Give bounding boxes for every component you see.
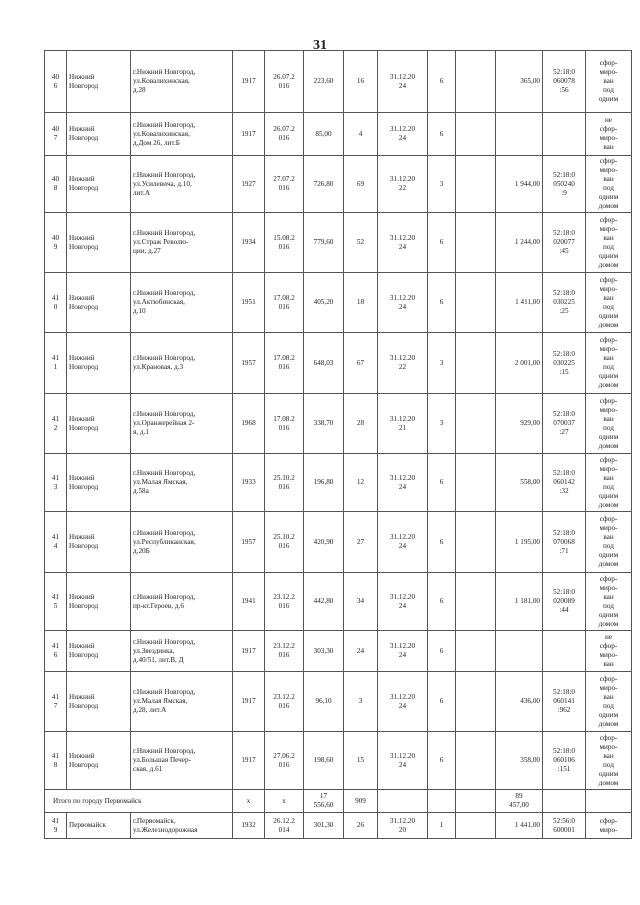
residents-cell: 3 [344, 672, 378, 732]
address-cell: г.Нижний Новгород, ул.Звездинка, д.40/51, лит.В, Д [131, 631, 233, 672]
cost-cell: 1 944,00 [496, 156, 543, 213]
deadline-cell: 31.12.20 20 [378, 813, 428, 839]
row-number: 41 2 [45, 394, 67, 454]
group-cell: 6 [428, 573, 456, 631]
date-cell: 26.07.2 016 [265, 113, 304, 156]
cost-cell: 1 181,00 [496, 573, 543, 631]
extra-cell [456, 156, 496, 213]
residents-cell: 27 [344, 512, 378, 573]
area-cell: 85,00 [304, 113, 344, 156]
cadastral-cell [543, 631, 586, 672]
area-cell: 442,80 [304, 573, 344, 631]
residents-cell: 52 [344, 213, 378, 273]
group-cell: 6 [428, 51, 456, 113]
deadline-cell: 31.12.20 24 [378, 273, 428, 333]
table-row [45, 333, 632, 394]
table-row [45, 672, 632, 732]
table-row [45, 631, 632, 672]
year-cell: 1917 [233, 631, 265, 672]
cost-cell: 1 244,00 [496, 213, 543, 273]
extra-cell [456, 672, 496, 732]
date-cell: 26.12.2 014 [265, 813, 304, 839]
total-residents: 909 [344, 790, 378, 813]
note-cell: не сфор- миро- ван [586, 631, 632, 672]
group-cell: 6 [428, 512, 456, 573]
year-cell: 1917 [233, 51, 265, 113]
extra-cell [456, 732, 496, 790]
address-cell: г.Нижний Новгород, ул.Усилевича, д.10, лит.А [131, 156, 233, 213]
area-cell: 420,90 [304, 512, 344, 573]
address-cell: г.Нижний Новгород, ул.Крановая, д.3 [131, 333, 233, 394]
group-cell: 6 [428, 273, 456, 333]
note-cell: сфор- миро- ван под одним домом [586, 512, 632, 573]
note-cell: сфор- миро- ван под одним домом [586, 454, 632, 512]
date-cell: 25.10.2 016 [265, 454, 304, 512]
cadastral-cell: 52:18:0 020077 :45 [543, 213, 586, 273]
extra-cell [456, 631, 496, 672]
registry-table [44, 50, 632, 839]
extra-cell [456, 273, 496, 333]
table-row [45, 573, 632, 631]
date-cell: 27.06.2 016 [265, 732, 304, 790]
cadastral-cell: 52:18:0 070068 :71 [543, 512, 586, 573]
table-row [45, 732, 632, 790]
area-cell: 338,70 [304, 394, 344, 454]
total-empty [586, 790, 632, 813]
table-row [45, 113, 632, 156]
group-cell: 3 [428, 333, 456, 394]
cadastral-cell: 52:18:0 060141 :962 [543, 672, 586, 732]
deadline-cell: 31.12.20 24 [378, 732, 428, 790]
address-cell: г.Нижний Новгород, ул.Республиканская, д.20Б [131, 512, 233, 573]
address-cell: г.Нижний Новгород, ул.Большая Печер- ская, д.61 [131, 732, 233, 790]
address-cell: г.Нижний Новгород, ул.Малая Ямская, д.28, лит.А [131, 672, 233, 732]
total-label: Итого по городу Первомайск [45, 790, 233, 813]
year-cell: 1927 [233, 156, 265, 213]
date-cell: 17.08.2 016 [265, 273, 304, 333]
year-cell: 1957 [233, 512, 265, 573]
area-cell: 648,03 [304, 333, 344, 394]
deadline-cell: 31.12.20 24 [378, 213, 428, 273]
note-cell: сфор- миро- ван под одним домом [586, 333, 632, 394]
extra-cell [456, 213, 496, 273]
date-cell: 27.07.2 016 [265, 156, 304, 213]
residents-cell: 15 [344, 732, 378, 790]
table-row [45, 273, 632, 333]
group-cell: 1 [428, 813, 456, 839]
area-cell: 405,20 [304, 273, 344, 333]
deadline-cell: 31.12.20 24 [378, 573, 428, 631]
total-area: 17 556,60 [304, 790, 344, 813]
residents-cell: 18 [344, 273, 378, 333]
row-number: 41 9 [45, 813, 67, 839]
row-number: 40 6 [45, 51, 67, 113]
address-cell: г.Нижний Новгород, ул.Ковалихинская, д.28 [131, 51, 233, 113]
group-cell: 6 [428, 631, 456, 672]
deadline-cell: 31.12.20 24 [378, 113, 428, 156]
total-year-x: x [233, 790, 265, 813]
date-cell: 23.12.2 016 [265, 672, 304, 732]
row-number: 41 1 [45, 333, 67, 394]
group-cell: 3 [428, 394, 456, 454]
cost-cell: 436,00 [496, 672, 543, 732]
city-cell: Нижний Новгород [67, 454, 131, 512]
city-cell: Первомайск [67, 813, 131, 839]
year-cell: 1941 [233, 573, 265, 631]
cost-cell [496, 631, 543, 672]
cost-cell: 1 195,00 [496, 512, 543, 573]
note-cell: сфор- миро- ван под одним домом [586, 273, 632, 333]
total-empty [378, 790, 428, 813]
area-cell: 198,60 [304, 732, 344, 790]
residents-cell: 67 [344, 333, 378, 394]
total-empty [543, 790, 586, 813]
extra-cell [456, 394, 496, 454]
year-cell: 1917 [233, 113, 265, 156]
residents-cell: 28 [344, 394, 378, 454]
date-cell: 26.07.2 016 [265, 51, 304, 113]
year-cell: 1917 [233, 732, 265, 790]
year-cell: 1933 [233, 454, 265, 512]
cadastral-cell: 52:18:0 070037 :27 [543, 394, 586, 454]
city-cell: Нижний Новгород [67, 512, 131, 573]
city-cell: Нижний Новгород [67, 273, 131, 333]
row-number: 41 6 [45, 631, 67, 672]
cadastral-cell: 52:18:0 060106 :151 [543, 732, 586, 790]
deadline-cell: 31.12.20 22 [378, 156, 428, 213]
row-number: 40 8 [45, 156, 67, 213]
year-cell: 1934 [233, 213, 265, 273]
year-cell: 1968 [233, 394, 265, 454]
area-cell: 301,30 [304, 813, 344, 839]
total-cost: 89 457,00 [496, 790, 543, 813]
extra-cell [456, 512, 496, 573]
city-cell: Нижний Новгород [67, 672, 131, 732]
year-cell: 1951 [233, 273, 265, 333]
city-cell: Нижний Новгород [67, 732, 131, 790]
total-date-x: x [265, 790, 304, 813]
address-cell: г.Первомайск, ул.Железнодорожная [131, 813, 233, 839]
city-cell: Нижний Новгород [67, 333, 131, 394]
extra-cell [456, 813, 496, 839]
residents-cell: 34 [344, 573, 378, 631]
date-cell: 23.12.2 016 [265, 631, 304, 672]
table-row [45, 51, 632, 113]
row-number: 41 8 [45, 732, 67, 790]
deadline-cell: 31.12.20 22 [378, 333, 428, 394]
date-cell: 17.08.2 016 [265, 333, 304, 394]
cadastral-cell: 52:18:0 060142 :32 [543, 454, 586, 512]
deadline-cell: 31.12.20 24 [378, 672, 428, 732]
area-cell: 96,10 [304, 672, 344, 732]
note-cell: сфор- миро- ван под одним домом [586, 213, 632, 273]
row-number: 41 5 [45, 573, 67, 631]
cost-cell: 929,00 [496, 394, 543, 454]
cost-cell: 2 001,00 [496, 333, 543, 394]
total-empty [456, 790, 496, 813]
address-cell: г.Нижний Новгород, ул.Малая Ямская, д.58а [131, 454, 233, 512]
residents-cell: 4 [344, 113, 378, 156]
row-number: 41 7 [45, 672, 67, 732]
date-cell: 25.10.2 016 [265, 512, 304, 573]
year-cell: 1957 [233, 333, 265, 394]
cost-cell: 558,00 [496, 454, 543, 512]
year-cell: 1917 [233, 672, 265, 732]
address-cell: г.Нижний Новгород, ул.Страж Револю- ции, д.27 [131, 213, 233, 273]
total-empty [428, 790, 456, 813]
cadastral-cell [543, 113, 586, 156]
table-row [45, 394, 632, 454]
cost-cell: 1 411,00 [496, 273, 543, 333]
year-cell: 1932 [233, 813, 265, 839]
group-cell: 3 [428, 156, 456, 213]
note-cell: сфор- миро- ван под одним [586, 51, 632, 113]
group-cell: 6 [428, 732, 456, 790]
city-cell: Нижний Новгород [67, 113, 131, 156]
cost-cell: 1 441,00 [496, 813, 543, 839]
residents-cell: 12 [344, 454, 378, 512]
residents-cell: 24 [344, 631, 378, 672]
note-cell: сфор- миро- ван под одним домом [586, 573, 632, 631]
extra-cell [456, 454, 496, 512]
extra-cell [456, 333, 496, 394]
row-number: 41 4 [45, 512, 67, 573]
date-cell: 15.08.2 016 [265, 213, 304, 273]
extra-cell [456, 113, 496, 156]
area-cell: 223,60 [304, 51, 344, 113]
extra-cell [456, 51, 496, 113]
note-cell: сфор- миро- ван под одним домом [586, 672, 632, 732]
note-cell: сфор- миро- ван под одним домом [586, 156, 632, 213]
group-cell: 6 [428, 113, 456, 156]
note-cell: сфор- миро- [586, 813, 632, 839]
cost-cell: 365,00 [496, 51, 543, 113]
city-cell: Нижний Новгород [67, 573, 131, 631]
city-cell: Нижний Новгород [67, 213, 131, 273]
table-row [45, 813, 632, 839]
deadline-cell: 31.12.20 24 [378, 51, 428, 113]
area-cell: 303,30 [304, 631, 344, 672]
row-number: 41 0 [45, 273, 67, 333]
address-cell: г.Нижний Новгород, ул.Ковалихинская, д.Дом 26, лит.Б [131, 113, 233, 156]
area-cell: 779,60 [304, 213, 344, 273]
date-cell: 23.12.2 016 [265, 573, 304, 631]
city-cell: Нижний Новгород [67, 156, 131, 213]
cadastral-cell: 52:18:0 050240 :9 [543, 156, 586, 213]
area-cell: 196,80 [304, 454, 344, 512]
cadastral-cell: 52:18:0 030225 :25 [543, 273, 586, 333]
table-row [45, 454, 632, 512]
residents-cell: 16 [344, 51, 378, 113]
date-cell: 17.08.2 016 [265, 394, 304, 454]
row-number: 40 7 [45, 113, 67, 156]
total-row [45, 790, 632, 813]
cost-cell: 358,00 [496, 732, 543, 790]
note-cell: сфор- миро- ван под одним домом [586, 732, 632, 790]
row-number: 41 3 [45, 454, 67, 512]
row-number: 40 9 [45, 213, 67, 273]
cadastral-cell: 52:18:0 020089 :44 [543, 573, 586, 631]
group-cell: 6 [428, 454, 456, 512]
note-cell: сфор- миро- ван под одним домом [586, 394, 632, 454]
cadastral-cell: 52:18:0 030225 :15 [543, 333, 586, 394]
city-cell: Нижний Новгород [67, 631, 131, 672]
group-cell: 6 [428, 672, 456, 732]
deadline-cell: 31.12.20 24 [378, 512, 428, 573]
city-cell: Нижний Новгород [67, 394, 131, 454]
residents-cell: 69 [344, 156, 378, 213]
address-cell: г.Нижний Новгород, ул.Оранжерейная 2- я, д.1 [131, 394, 233, 454]
cadastral-cell: 52:18:0 060078 :56 [543, 51, 586, 113]
extra-cell [456, 573, 496, 631]
page-number: 31 [313, 38, 327, 53]
note-cell: не сфор- миро- ван [586, 113, 632, 156]
cost-cell [496, 113, 543, 156]
group-cell: 6 [428, 213, 456, 273]
address-cell: г.Нижний Новгород, пр-кт.Героев, д.6 [131, 573, 233, 631]
address-cell: г.Нижний Новгород, ул.Актюбинская, д.10 [131, 273, 233, 333]
table-row [45, 512, 632, 573]
deadline-cell: 31.12.20 24 [378, 631, 428, 672]
table-row [45, 156, 632, 213]
area-cell: 726,80 [304, 156, 344, 213]
deadline-cell: 31.12.20 24 [378, 454, 428, 512]
city-cell: Нижний Новгород [67, 51, 131, 113]
cadastral-cell: 52:56:0 600001 [543, 813, 586, 839]
residents-cell: 26 [344, 813, 378, 839]
table-row [45, 213, 632, 273]
deadline-cell: 31.12.20 21 [378, 394, 428, 454]
